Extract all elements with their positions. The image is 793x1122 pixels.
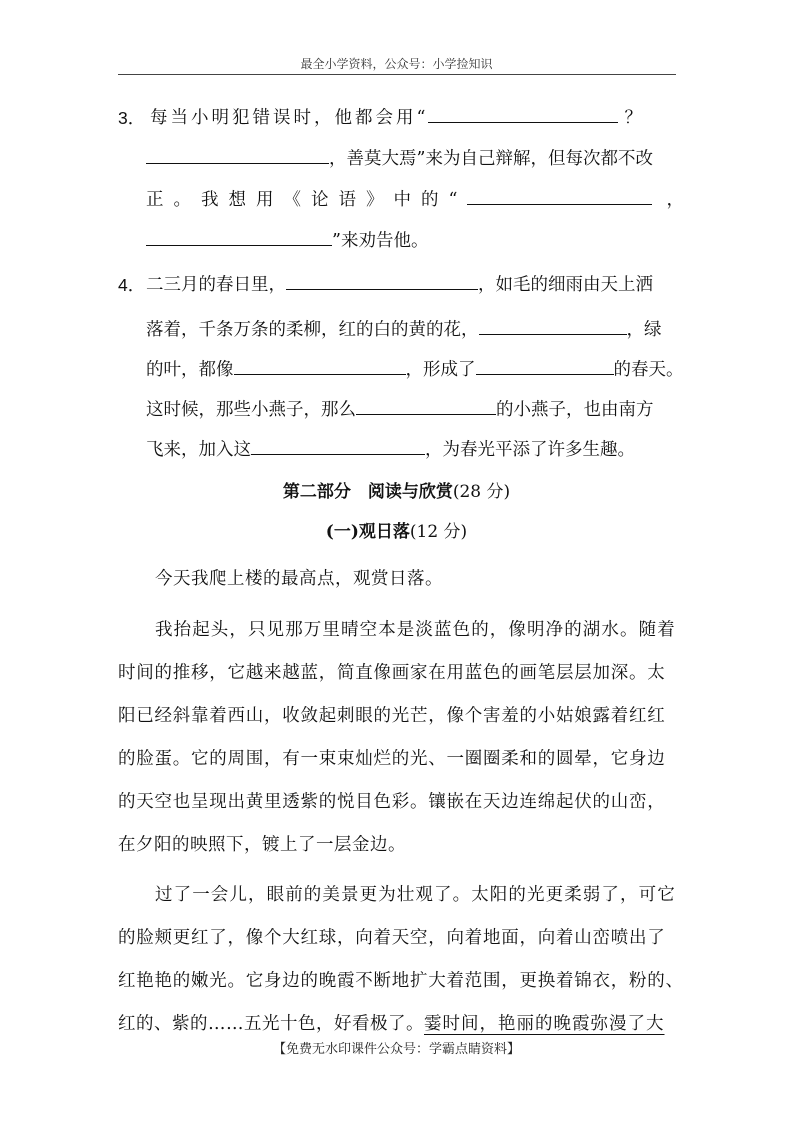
passage-p3-line-3: 红艳艳的嫩光。它身边的晚霞不断地扩大着范围，更换着锦衣，粉的、 [118,971,684,991]
q4-blank-4[interactable] [476,352,614,375]
q4-text-5a: 飞来，加入这 [146,440,251,460]
q3-text-1a: 每当小明犯错误时，他都会用“ [150,108,429,128]
passage-p3-line-4a: 红的、紫的……五光十色，好看极了。 [118,1014,424,1034]
q4-text-1a: 二三月的春日里， [146,275,286,295]
q4-text-4b: 的小燕子，也由南方 [496,400,654,420]
q4-blank-2[interactable] [479,312,627,335]
q4-blank-6[interactable] [251,432,425,455]
q3-text-3b: ， [666,190,694,210]
q3-text-2: ，善莫大焉”来为自己辩解，但每次都不改 [329,149,653,169]
question-4-number: 4． [118,275,146,295]
section-1-title [0,517,793,547]
passage-underlined-sentence: 霎时间，艳丽的晚霞弥漫了大 [424,1014,665,1034]
q3-blank-3[interactable] [467,182,652,205]
q4-text-5b: ，为春光平添了许多生趣。 [425,440,635,460]
q4-text-3a: 的叶，都像 [146,360,234,380]
passage-p3-line-2: 的脸颊更红了，像个大红球，向着天空，向着地面，向着山峦喷出了 [118,928,666,948]
section-1-score: (12 分) [409,522,468,542]
question-3-line-3 [146,182,694,218]
passage-p2-line-6: 在夕阳的映照下，镀上了一层金边。 [118,835,406,855]
q3-text-3a: 正。我想用《论语》中的“ [146,190,468,210]
passage-p2-line-5: 的天空也呈现出黄里透紫的悦目色彩。镶嵌在天边连绵起伏的山峦， [118,792,666,812]
q4-text-1b: ，如毛的细雨由天上洒 [478,275,653,295]
passage-p2-line-1: 我抬起头，只见那万里晴空本是淡蓝色的，像明净的湖水。随着 [155,620,676,640]
q4-text-2b: ，绿 [626,320,662,340]
q3-blank-1[interactable] [428,100,618,123]
question-3-number: 3． [118,108,146,128]
page-header: 最全小学资料，公众号：小学捡知识 [300,57,493,71]
q4-text-3b: ，形成了 [405,360,476,380]
part-2-score: (28 分) [452,482,511,502]
q4-text-2a: 落着，千条万条的柔柳，红的白的黄的花， [146,320,479,340]
passage-p3-line-1: 过了一会儿，眼前的美景更为壮观了。太阳的光更柔弱了，可它 [155,885,676,905]
page-footer: 【免费无水印课件公众号：学霸点睛资料】 [272,1042,520,1057]
passage-p2-line-3: 阳已经斜靠着西山，收敛起刺眼的光芒，像个害羞的小姑娘露着红红 [118,706,666,726]
passage-p2-line-4: 的脸蛋。它的周围，有一束束灿烂的光、一圈圈柔和的圆晕，它身边 [118,749,666,769]
q3-text-4: ”来劝告他。 [332,231,429,251]
q4-text-4a: 这时候，那些小燕子，那么 [146,400,356,420]
part-2-title-text: 第二部分 阅读与欣赏 [282,482,453,502]
passage-p2-line-2: 时间的推移，它越来越蓝，简直像画家在用蓝色的画笔层层加深。太 [118,663,666,683]
q3-blank-4[interactable] [146,223,332,246]
header-divider [118,74,676,75]
question-3-line-1 [150,100,645,136]
q3-blank-2[interactable] [146,141,329,164]
question-4-line-4 [146,392,654,428]
question-3-line-2 [146,141,653,177]
question-4-line-1 [146,267,653,303]
part-2-title [0,477,793,507]
q4-blank-5[interactable] [356,392,496,415]
q3-text-1b: ？ [624,108,645,128]
q4-blank-1[interactable] [286,267,478,290]
passage-p1: 今天我爬上楼的最高点，观赏日落。 [155,569,443,589]
question-4-line-2 [146,312,662,348]
question-4-line-3 [146,352,684,388]
question-4-line-5 [146,432,635,468]
q4-blank-3[interactable] [234,352,406,375]
section-1-title-text: (一)观日落 [325,522,410,542]
passage-p3-line-4 [118,1006,665,1042]
q4-text-3c: 的春天。 [613,360,684,380]
question-3-line-4 [146,223,428,259]
